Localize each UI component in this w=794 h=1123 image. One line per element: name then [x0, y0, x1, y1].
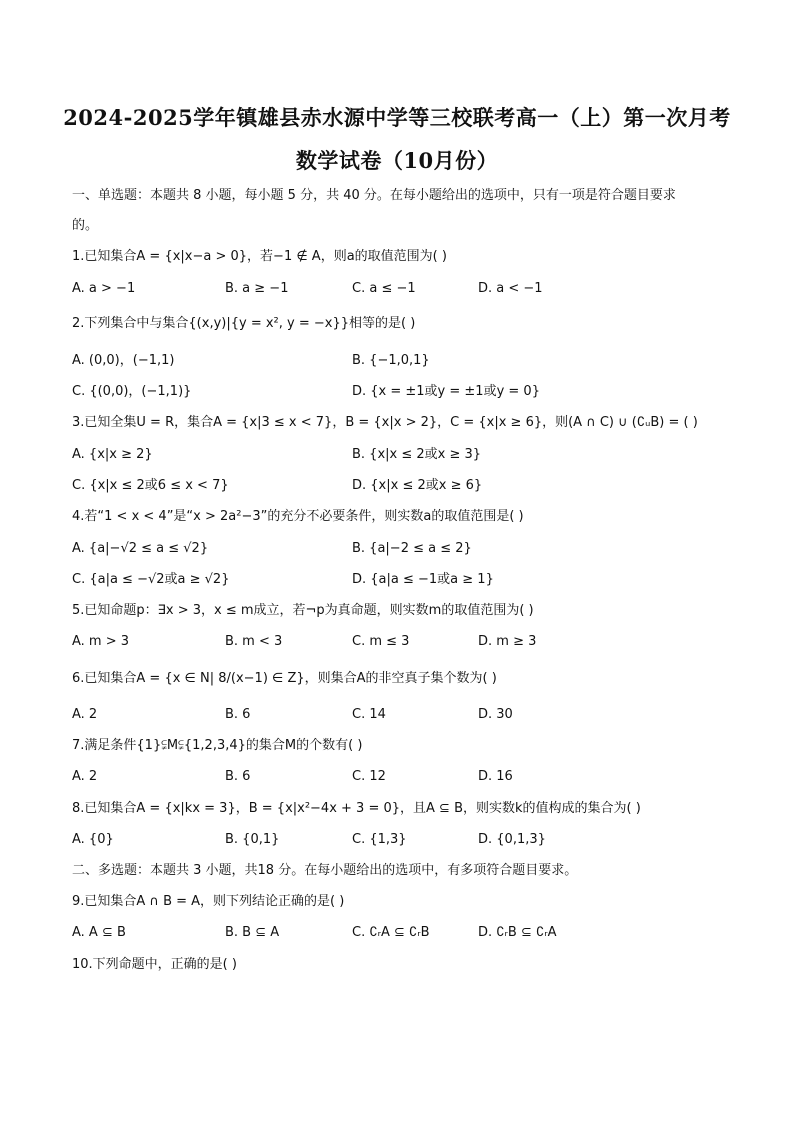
question-5-stem: 5.已知命题p：∃x > 3，x ≤ m成立，若¬p为真命题，则实数m的取值范围为( ): [72, 603, 534, 618]
question-2-option-c: C. {(0,0)，(−1,1)}: [72, 384, 192, 399]
question-1-stem: 1.已知集合A = {x|x−a > 0}，若−1 ∉ A，则a的取值范围为( ): [72, 249, 447, 264]
question-5-option-b: B. m < 3: [225, 634, 283, 649]
question-5-option-d: D. m ≥ 3: [478, 634, 537, 649]
question-7-option-a: A. 2: [72, 769, 98, 784]
question-7-option-c: C. 12: [352, 769, 386, 784]
question-9-option-d: D. ∁ᵣB ⊆ ∁ᵣA: [478, 925, 557, 940]
question-2-option-a: A. (0,0)，(−1,1): [72, 353, 175, 368]
question-9-option-a: A. A ⊆ B: [72, 925, 126, 940]
question-3-option-a: A. {x|x ≥ 2}: [72, 447, 153, 462]
question-4-option-a: A. {a|−√2 ≤ a ≤ √2}: [72, 541, 209, 556]
question-9-stem: 9.已知集合A ∩ B = A，则下列结论正确的是( ): [72, 894, 345, 909]
question-8-stem: 8.已知集合A = {x|kx = 3}，B = {x|x²−4x + 3 = 0}，且A ⊆ B，则实数k的值构成的集合为( ): [72, 801, 641, 816]
question-2-stem: 2.下列集合中与集合{(x,y)|{y = x², y = −x}}相等的是( ): [72, 316, 416, 331]
question-3-option-c: C. {x|x ≤ 2或6 ≤ x < 7}: [72, 478, 229, 493]
question-8-option-b: B. {0,1}: [225, 832, 280, 847]
page-title: 2024-2025学年镇雄县赤水源中学等三校联考高一（上）第一次月考: [63, 105, 731, 130]
question-7-option-b: B. 6: [225, 769, 251, 784]
question-1-option-a: A. a > −1: [72, 281, 136, 296]
section-heading-single-choice: 一、单选题：本题共 8 小题，每小题 5 分，共 40 分。在每小题给出的选项中，只有一项是符合题目要求: [72, 188, 676, 203]
question-7-option-d: D. 16: [478, 769, 513, 784]
question-4-option-c: C. {a|a ≤ −√2或a ≥ √2}: [72, 572, 230, 587]
question-6-option-d: D. 30: [478, 707, 513, 722]
section-heading-multi-choice: 二、多选题：本题共 3 小题，共18 分。在每小题给出的选项中，有多项符合题目要求。: [72, 863, 578, 878]
question-2-option-b: B. {−1,0,1}: [352, 353, 430, 368]
question-6-stem: 6.已知集合A = {x ∈ N| 8/(x−1) ∈ Z}，则集合A的非空真子集个数为( ): [72, 671, 497, 686]
question-8-option-d: D. {0,1,3}: [478, 832, 546, 847]
question-6-option-c: C. 14: [352, 707, 386, 722]
section-heading-single-choice-cont: 的。: [72, 218, 99, 233]
question-3-option-b: B. {x|x ≤ 2或x ≥ 3}: [352, 447, 482, 462]
question-8-option-a: A. {0}: [72, 832, 114, 847]
question-4-option-d: D. {a|a ≤ −1或a ≥ 1}: [352, 572, 494, 587]
question-6-option-b: B. 6: [225, 707, 251, 722]
question-10-stem: 10.下列命题中，正确的是( ): [72, 957, 237, 972]
question-1-option-d: D. a < −1: [478, 281, 543, 296]
page-subtitle: 数学试卷（10月份）: [295, 148, 499, 173]
question-5-option-c: C. m ≤ 3: [352, 634, 410, 649]
question-5-option-a: A. m > 3: [72, 634, 130, 649]
question-1-option-b: B. a ≥ −1: [225, 281, 289, 296]
question-7-stem: 7.满足条件{1}⫋M⫋{1,2,3,4}的集合M的个数有( ): [72, 738, 363, 753]
question-9-option-c: C. ∁ᵣA ⊆ ∁ᵣB: [352, 925, 430, 940]
question-8-option-c: C. {1,3}: [352, 832, 407, 847]
question-6-option-a: A. 2: [72, 707, 98, 722]
question-2-option-d: D. {x = ±1或y = ±1或y = 0}: [352, 384, 540, 399]
question-9-option-b: B. B ⊆ A: [225, 925, 280, 940]
question-4-option-b: B. {a|−2 ≤ a ≤ 2}: [352, 541, 472, 556]
question-1-option-c: C. a ≤ −1: [352, 281, 416, 296]
question-3-option-d: D. {x|x ≤ 2或x ≥ 6}: [352, 478, 483, 493]
question-4-stem: 4.若“1 < x < 4”是“x > 2a²−3”的充分不必要条件，则实数a的取值范围是( ): [72, 509, 524, 524]
question-3-stem: 3.已知全集U = R，集合A = {x|3 ≤ x < 7}，B = {x|x > 2}，C = {x|x ≥ 6}，则(A ∩ C) ∪ (∁ᵤB) = ( ): [72, 415, 698, 430]
